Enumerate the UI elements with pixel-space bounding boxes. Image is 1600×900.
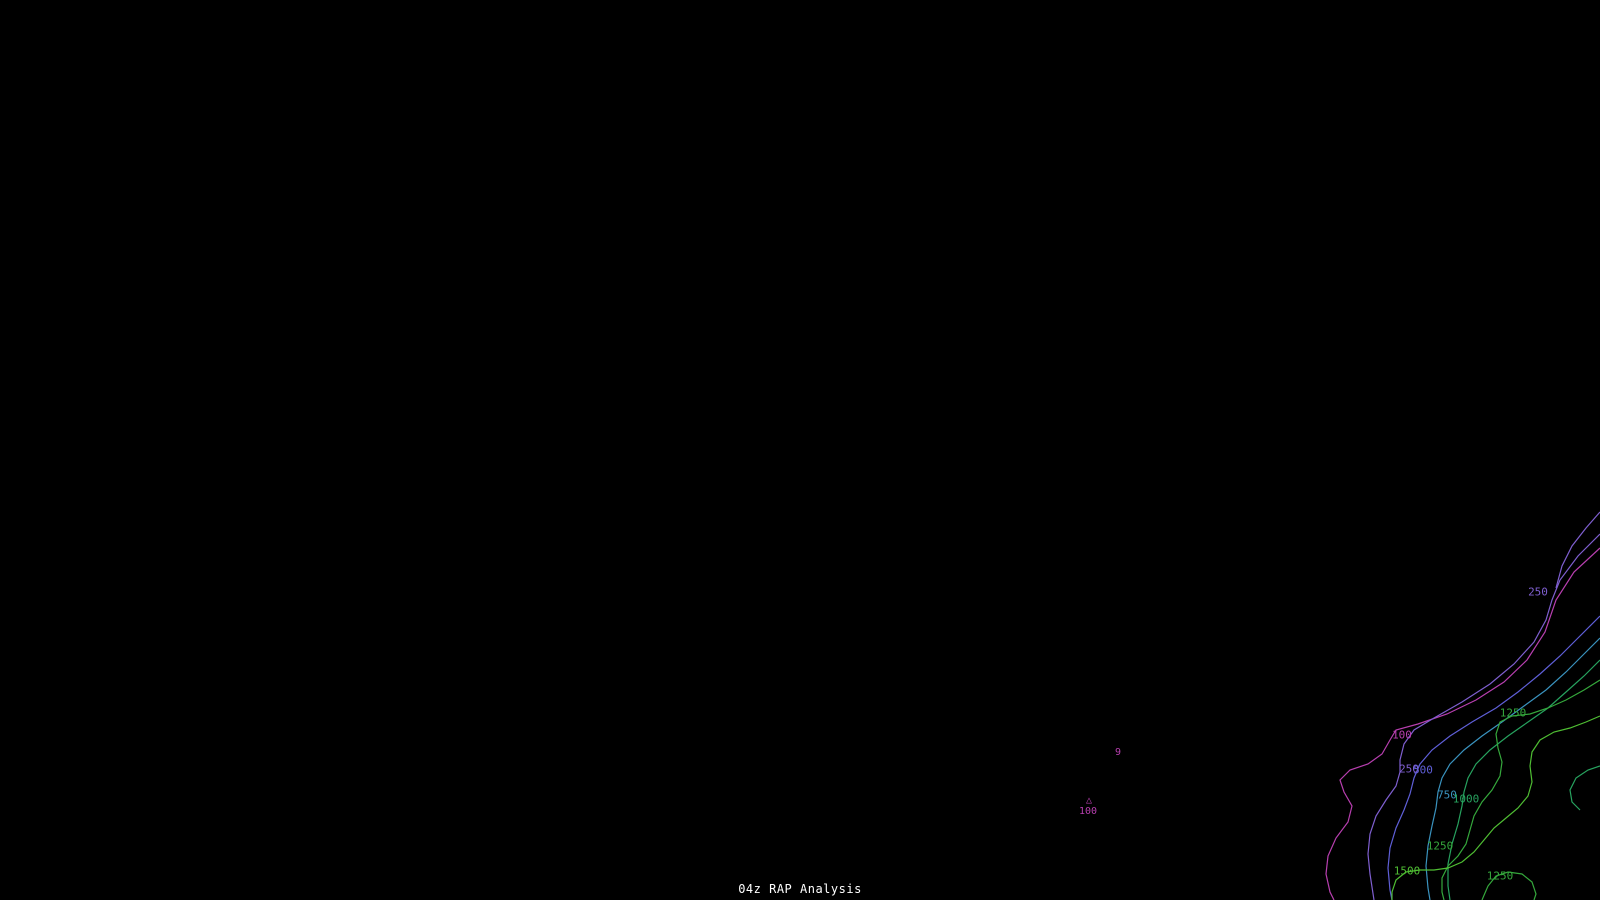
contour-label: 1000 <box>1452 792 1480 806</box>
contour-label: 500 <box>1413 763 1433 777</box>
contour-label: 250 <box>1528 585 1548 599</box>
contour-label: 250 <box>1399 762 1419 776</box>
contour-label: 1250 <box>1499 706 1527 720</box>
contour-label: 1250 <box>1426 839 1454 853</box>
station-value: 100 <box>1078 806 1098 817</box>
chart-caption: 04z RAP Analysis <box>738 882 862 896</box>
contour-label: 100 <box>1392 728 1412 742</box>
contour-label: 750 <box>1437 788 1457 802</box>
station-marker-icon: △ <box>1085 795 1093 806</box>
contour-label: 1500 <box>1393 864 1421 878</box>
station-value: 9 <box>1114 747 1122 758</box>
contour-label: 1250 <box>1486 869 1514 883</box>
